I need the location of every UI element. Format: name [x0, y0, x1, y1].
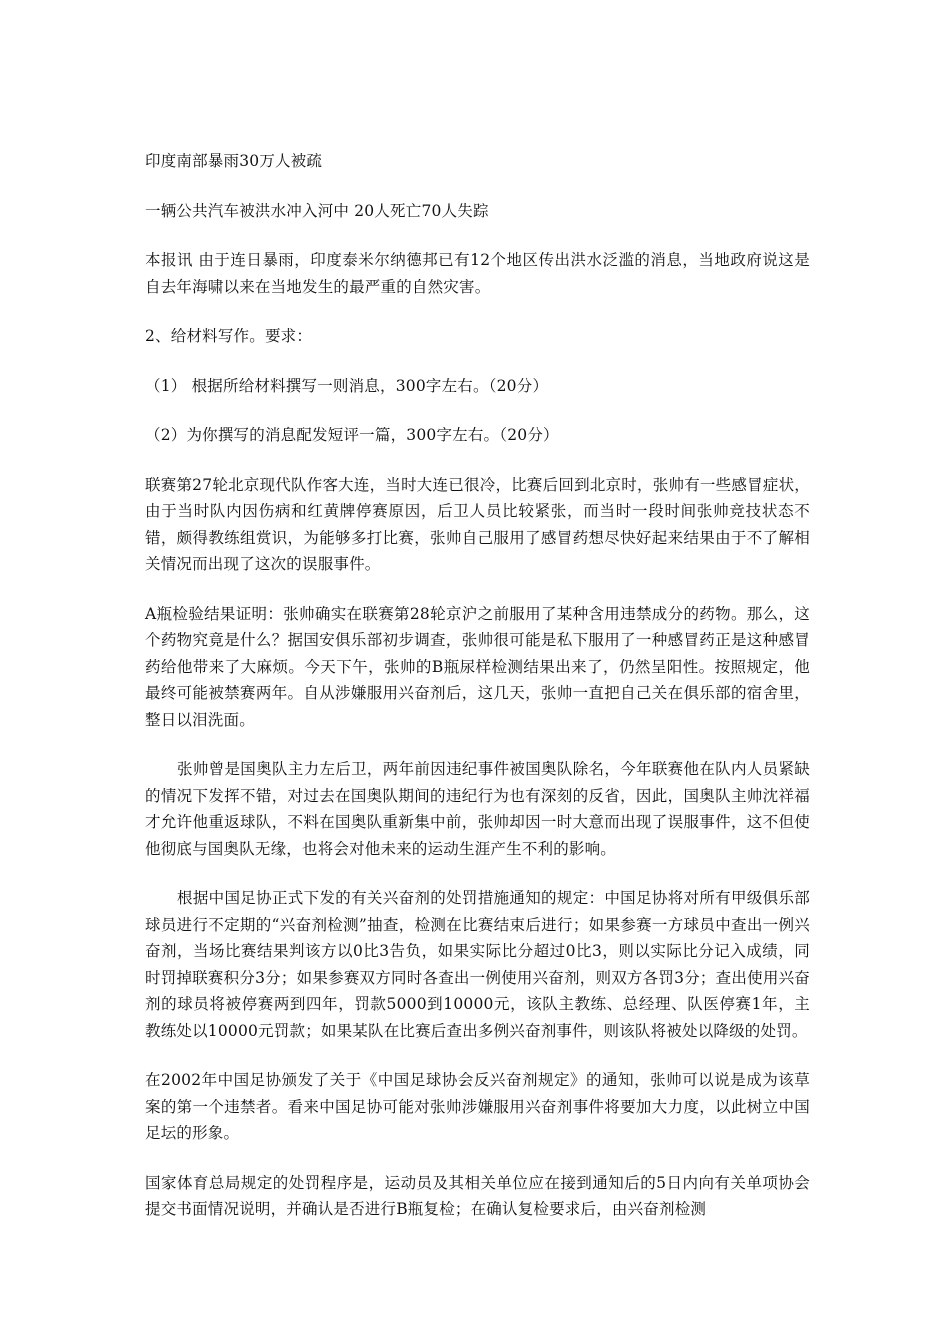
- task-heading: 2、给材料写作。要求：: [145, 327, 313, 345]
- requirement-1: （1） 根据所给材料撰写一则消息，300字左右。（20分）: [145, 376, 549, 395]
- body-paragraph-1: 联赛第27轮北京现代队作客大连，当时大连已很冷，比赛后回到北京时，张帅有一些感冒症状，由于当时队内因伤病和红黄牌停赛原因，后卫人员比较紧张，而当时一段时间张帅竞技状态不错，颇得教练组赏识，为能够多打比赛，张帅自己服用了感冒药想尽快好起来结果由于不了解相关情况而出现了这次的误服事件。: [145, 475, 810, 573]
- body-paragraph-6: 国家体育总局规定的处罚程序是，运动员及其相关单位应在接到通知后的5日内向有关单项协会提交书面情况说明，并确认是否进行B瓶复检；在确认复检要求后，由兴奋剂检测: [145, 1173, 810, 1218]
- requirement-2: （2）为你撰写的消息配发短评一篇，300字左右。（20分）: [145, 426, 559, 444]
- subheadline: 一辆公共汽车被洪水冲入河中 20人死亡70人失踪: [145, 201, 489, 220]
- document-body: [145, 148, 810, 1245]
- body-paragraph-2: A瓶检验结果证明：张帅确实在联赛第28轮京沪之前服用了某种含用违禁成分的药物。那么，这个药物究竟是什么？据国安俱乐部初步调查，张帅很可能是私下服用了一种感冒药正是这种感冒药给他带来了大麻烦。今天下午，张帅的B瓶尿样检测结果出来了，仍然呈阳性。按照规定，他最终可能被禁赛两年。自从涉嫌服用兴奋剂后，这几天，张帅一直把自己关在俱乐部的宿舍里，整日以泪洗面。: [145, 604, 810, 729]
- body-paragraph-5: 在2002年中国足协颁发了关于《中国足球协会反兴奋剂规定》的通知，张帅可以说是成为该草案的第一个违禁者。看来中国足协可能对张帅涉嫌服用兴奋剂事件将要加大力度，以此树立中国足坛的形象。: [145, 1071, 810, 1142]
- lead-paragraph: 本报讯 由于连日暴雨，印度泰米尔纳德邦已有12个地区传出洪水泛滥的消息，当地政府说这是自去年海啸以来在当地发生的最严重的自然灾害。: [145, 251, 810, 296]
- body-paragraph-3: 张帅曾是国奥队主力左后卫，两年前因违纪事件被国奥队除名，今年联赛他在队内人员紧缺的情况下发挥不错，对过去在国奥队期间的违纪行为也有深刻的反省，因此，国奥队主帅沈祥福才允许他重返球队，不料在国奥队重新集中前，张帅却因一时大意而出现了误服事件，这不但使他彻底与国奥队无缘，也将会对他未来的运动生涯产生不利的影响。: [145, 760, 810, 858]
- body-paragraph-4: 根据中国足协正式下发的有关兴奋剂的处罚措施通知的规定：中国足协将对所有甲级俱乐部球员进行不定期的“兴奋剂检测”抽查，检测在比赛结束后进行；如果参赛一方球员中查出一例兴奋剂，当场比赛结果判该方以0比3告负，如果实际比分超过0比3，则以实际比分记入成绩，同时罚掉联赛积分3分；如果参赛双方同时各查出一例使用兴奋剂，则双方各罚3分；查出使用兴奋剂的球员将被停赛两到四年，罚款5000到10000元，该队主教练、总经理、队医停赛1年，主教练处以10000元罚款；如果某队在比赛后查出多例兴奋剂事件，则该队将被处以降级的处罚。: [145, 889, 810, 1040]
- headline: 印度南部暴雨30万人被疏: [145, 152, 323, 170]
